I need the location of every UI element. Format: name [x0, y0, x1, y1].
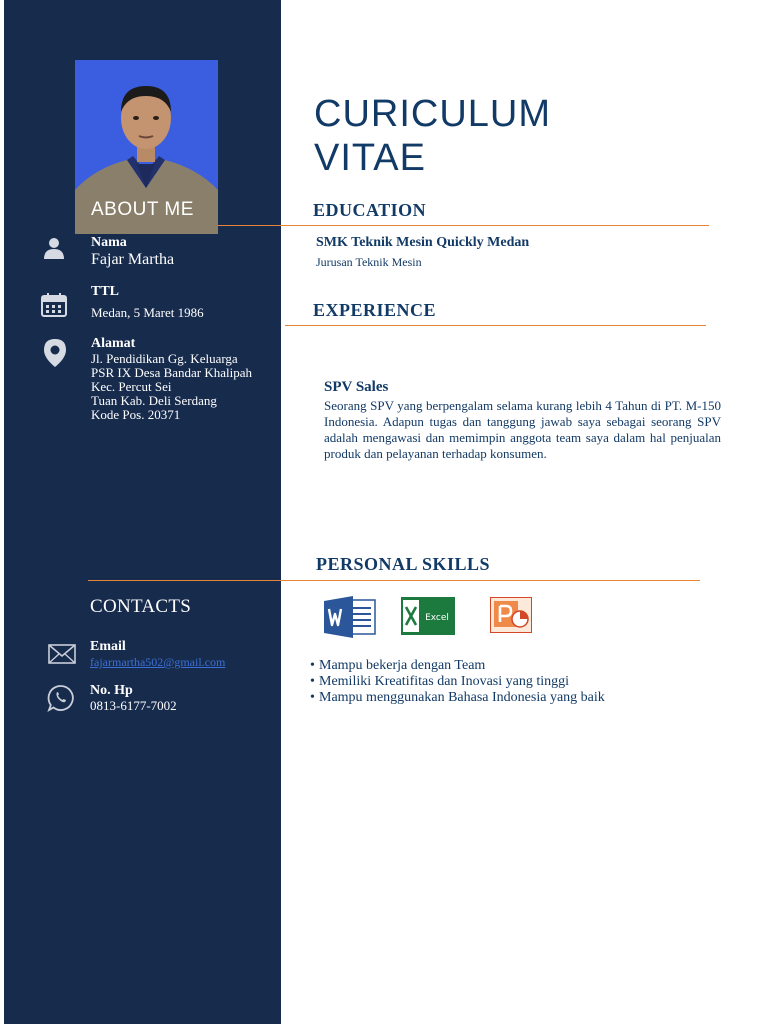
envelope-icon — [48, 644, 76, 664]
nama-value: Fajar Martha — [91, 251, 175, 268]
skills-divider — [88, 580, 700, 581]
job-description: Seorang SPV yang berpengalam selama kurang lebih 4 Tahun di PT. M-150 Indonesia. Adapun tugas dan tanggung jawab saya sebagai seorang SPV adalah mengawasi dan memimpin anggota team saya dalam hal penjualan produk dan pelayanan terhadap konsumen. — [324, 398, 721, 461]
user-icon — [42, 236, 66, 260]
alamat-line-1: Jl. Pendidikan Gg. Keluarga — [91, 351, 238, 366]
calendar-icon — [41, 293, 67, 317]
whatsapp-icon — [47, 684, 75, 712]
cv-title-line-2: VITAE — [314, 137, 426, 179]
phone-value: 0813-6177-7002 — [90, 698, 177, 713]
alamat-line-2: PSR IX Desa Bandar Khalipah — [91, 365, 253, 380]
experience-title: EXPERIENCE — [313, 300, 437, 320]
about-me-title: ABOUT ME — [91, 199, 194, 220]
location-pin-icon — [43, 338, 67, 368]
excel-icon-text: Excel — [425, 613, 449, 623]
education-title: EDUCATION — [313, 200, 427, 220]
powerpoint-icon — [490, 597, 532, 633]
alamat-line-5: Kode Pos. 20371 — [91, 407, 181, 422]
phone-label: No. Hp — [90, 683, 133, 698]
education-school: SMK Teknik Mesin Quickly Medan — [316, 235, 530, 250]
education-divider — [218, 225, 709, 226]
education-major: Jurusan Teknik Mesin — [316, 255, 422, 269]
excel-icon — [401, 597, 455, 635]
skill-item: • Mampu bekerja dengan Team — [310, 658, 655, 674]
personal-skills-title: PERSONAL SKILLS — [316, 554, 491, 574]
skills-list — [310, 658, 655, 706]
email-link[interactable]: fajarmartha502@gmail.com — [90, 655, 226, 669]
nama-label: Nama — [91, 235, 127, 250]
experience-divider — [285, 325, 706, 326]
alamat-line-4: Tuan Kab. Deli Serdang — [91, 393, 217, 408]
skill-item: • Mampu menggunakan Bahasa Indonesia yang baik — [310, 690, 655, 706]
email-label: Email — [90, 639, 126, 654]
word-icon — [323, 596, 377, 638]
cv-title-line-1: CURICULUM — [314, 93, 551, 135]
contacts-title: CONTACTS — [90, 596, 192, 617]
alamat-line-3: Kec. Percut Sei — [91, 379, 172, 394]
job-title: SPV Sales — [324, 379, 389, 395]
ttl-value: Medan, 5 Maret 1986 — [91, 305, 204, 320]
cv-title — [314, 92, 551, 180]
alamat-label: Alamat — [91, 336, 136, 351]
skill-item: • Memiliki Kreatifitas dan Inovasi yang tinggi — [310, 674, 655, 690]
ttl-label: TTL — [91, 284, 120, 299]
